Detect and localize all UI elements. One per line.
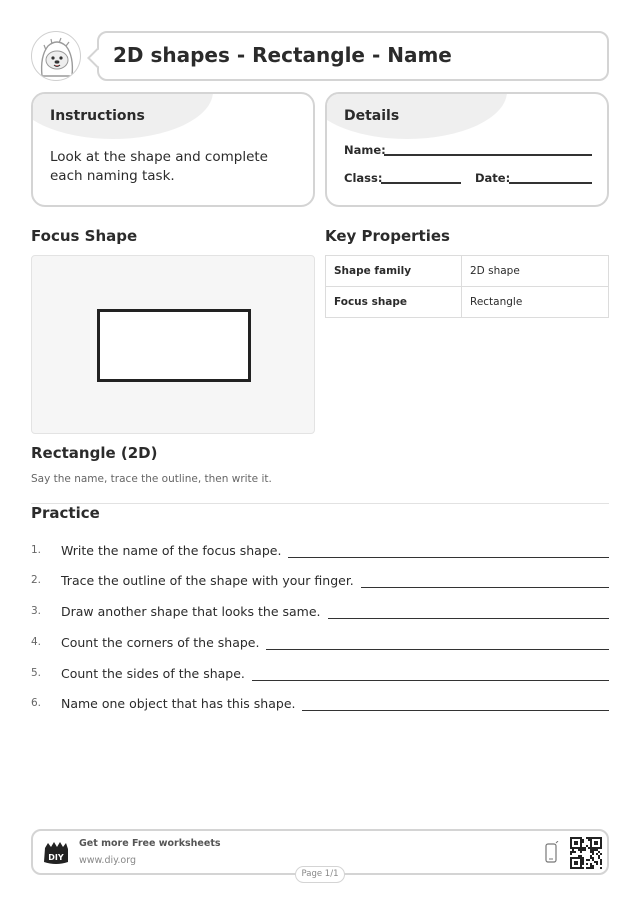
practice-question [31,692,609,712]
footer-promo-text: Get more Free worksheets [79,838,221,849]
question-text: Draw another shape that looks the same. [61,604,321,619]
practice-question [31,569,609,589]
answer-line[interactable] [361,587,609,588]
practice-question [31,662,609,682]
property-value: 2D shape [462,256,609,287]
details-heading: Details [344,108,400,124]
class-label: Class: [344,171,383,185]
instructions-heading: Instructions [50,108,145,124]
properties-table [325,255,609,318]
practice-question [31,631,609,651]
question-text: Name one object that has this shape. [61,696,296,711]
practice-heading: Practice [31,504,100,522]
footer-url[interactable]: www.diy.org [79,855,136,866]
title-banner [97,31,609,81]
question-text: Count the sides of the shape. [61,666,245,681]
mascot-avatar [31,31,81,81]
property-key: Focus shape [326,287,462,318]
practice-question [31,600,609,620]
page-title: 2D shapes - Rectangle - Name [113,43,452,67]
table-row [326,287,609,318]
date-field[interactable] [509,182,592,184]
practice-question [31,539,609,559]
instructions-text: Look at the shape and complete each naming task. [50,149,268,184]
property-key: Shape family [326,256,462,287]
diy-logo-icon[interactable] [42,840,70,866]
qr-code-icon[interactable] [570,837,602,869]
date-label: Date: [475,171,511,185]
question-text: Trace the outline of the shape with your finger. [61,573,354,588]
shape-title: Rectangle (2D) [31,444,158,462]
yeti-mascot-icon [32,32,81,81]
question-number: 4. [31,636,42,648]
answer-line[interactable] [288,557,609,558]
page-number: Page 1/1 [295,866,345,883]
svg-text:DIY: DIY [48,853,64,862]
focus-shape-panel [31,255,315,434]
shape-subtitle: Say the name, trace the outline, then write it. [31,473,272,485]
question-number: 6. [31,697,42,709]
property-value: Rectangle [462,287,609,318]
answer-line[interactable] [328,618,609,619]
phone-icon [545,841,559,865]
details-card [325,92,609,207]
question-text: Write the name of the focus shape. [61,543,282,558]
key-properties-heading: Key Properties [325,227,450,245]
focus-shape-heading: Focus Shape [31,227,138,245]
rectangle-shape [97,309,251,382]
instructions-card [31,92,315,207]
divider [31,503,609,504]
question-text: Count the corners of the shape. [61,635,260,650]
question-number: 3. [31,605,42,617]
question-number: 5. [31,667,42,679]
question-number: 1. [31,544,42,556]
name-field[interactable] [384,154,592,156]
answer-line[interactable] [252,680,609,681]
class-field[interactable] [381,182,461,184]
answer-line[interactable] [302,710,609,711]
question-number: 2. [31,574,42,586]
answer-line[interactable] [266,649,609,650]
table-row [326,256,609,287]
name-label: Name: [344,143,386,157]
